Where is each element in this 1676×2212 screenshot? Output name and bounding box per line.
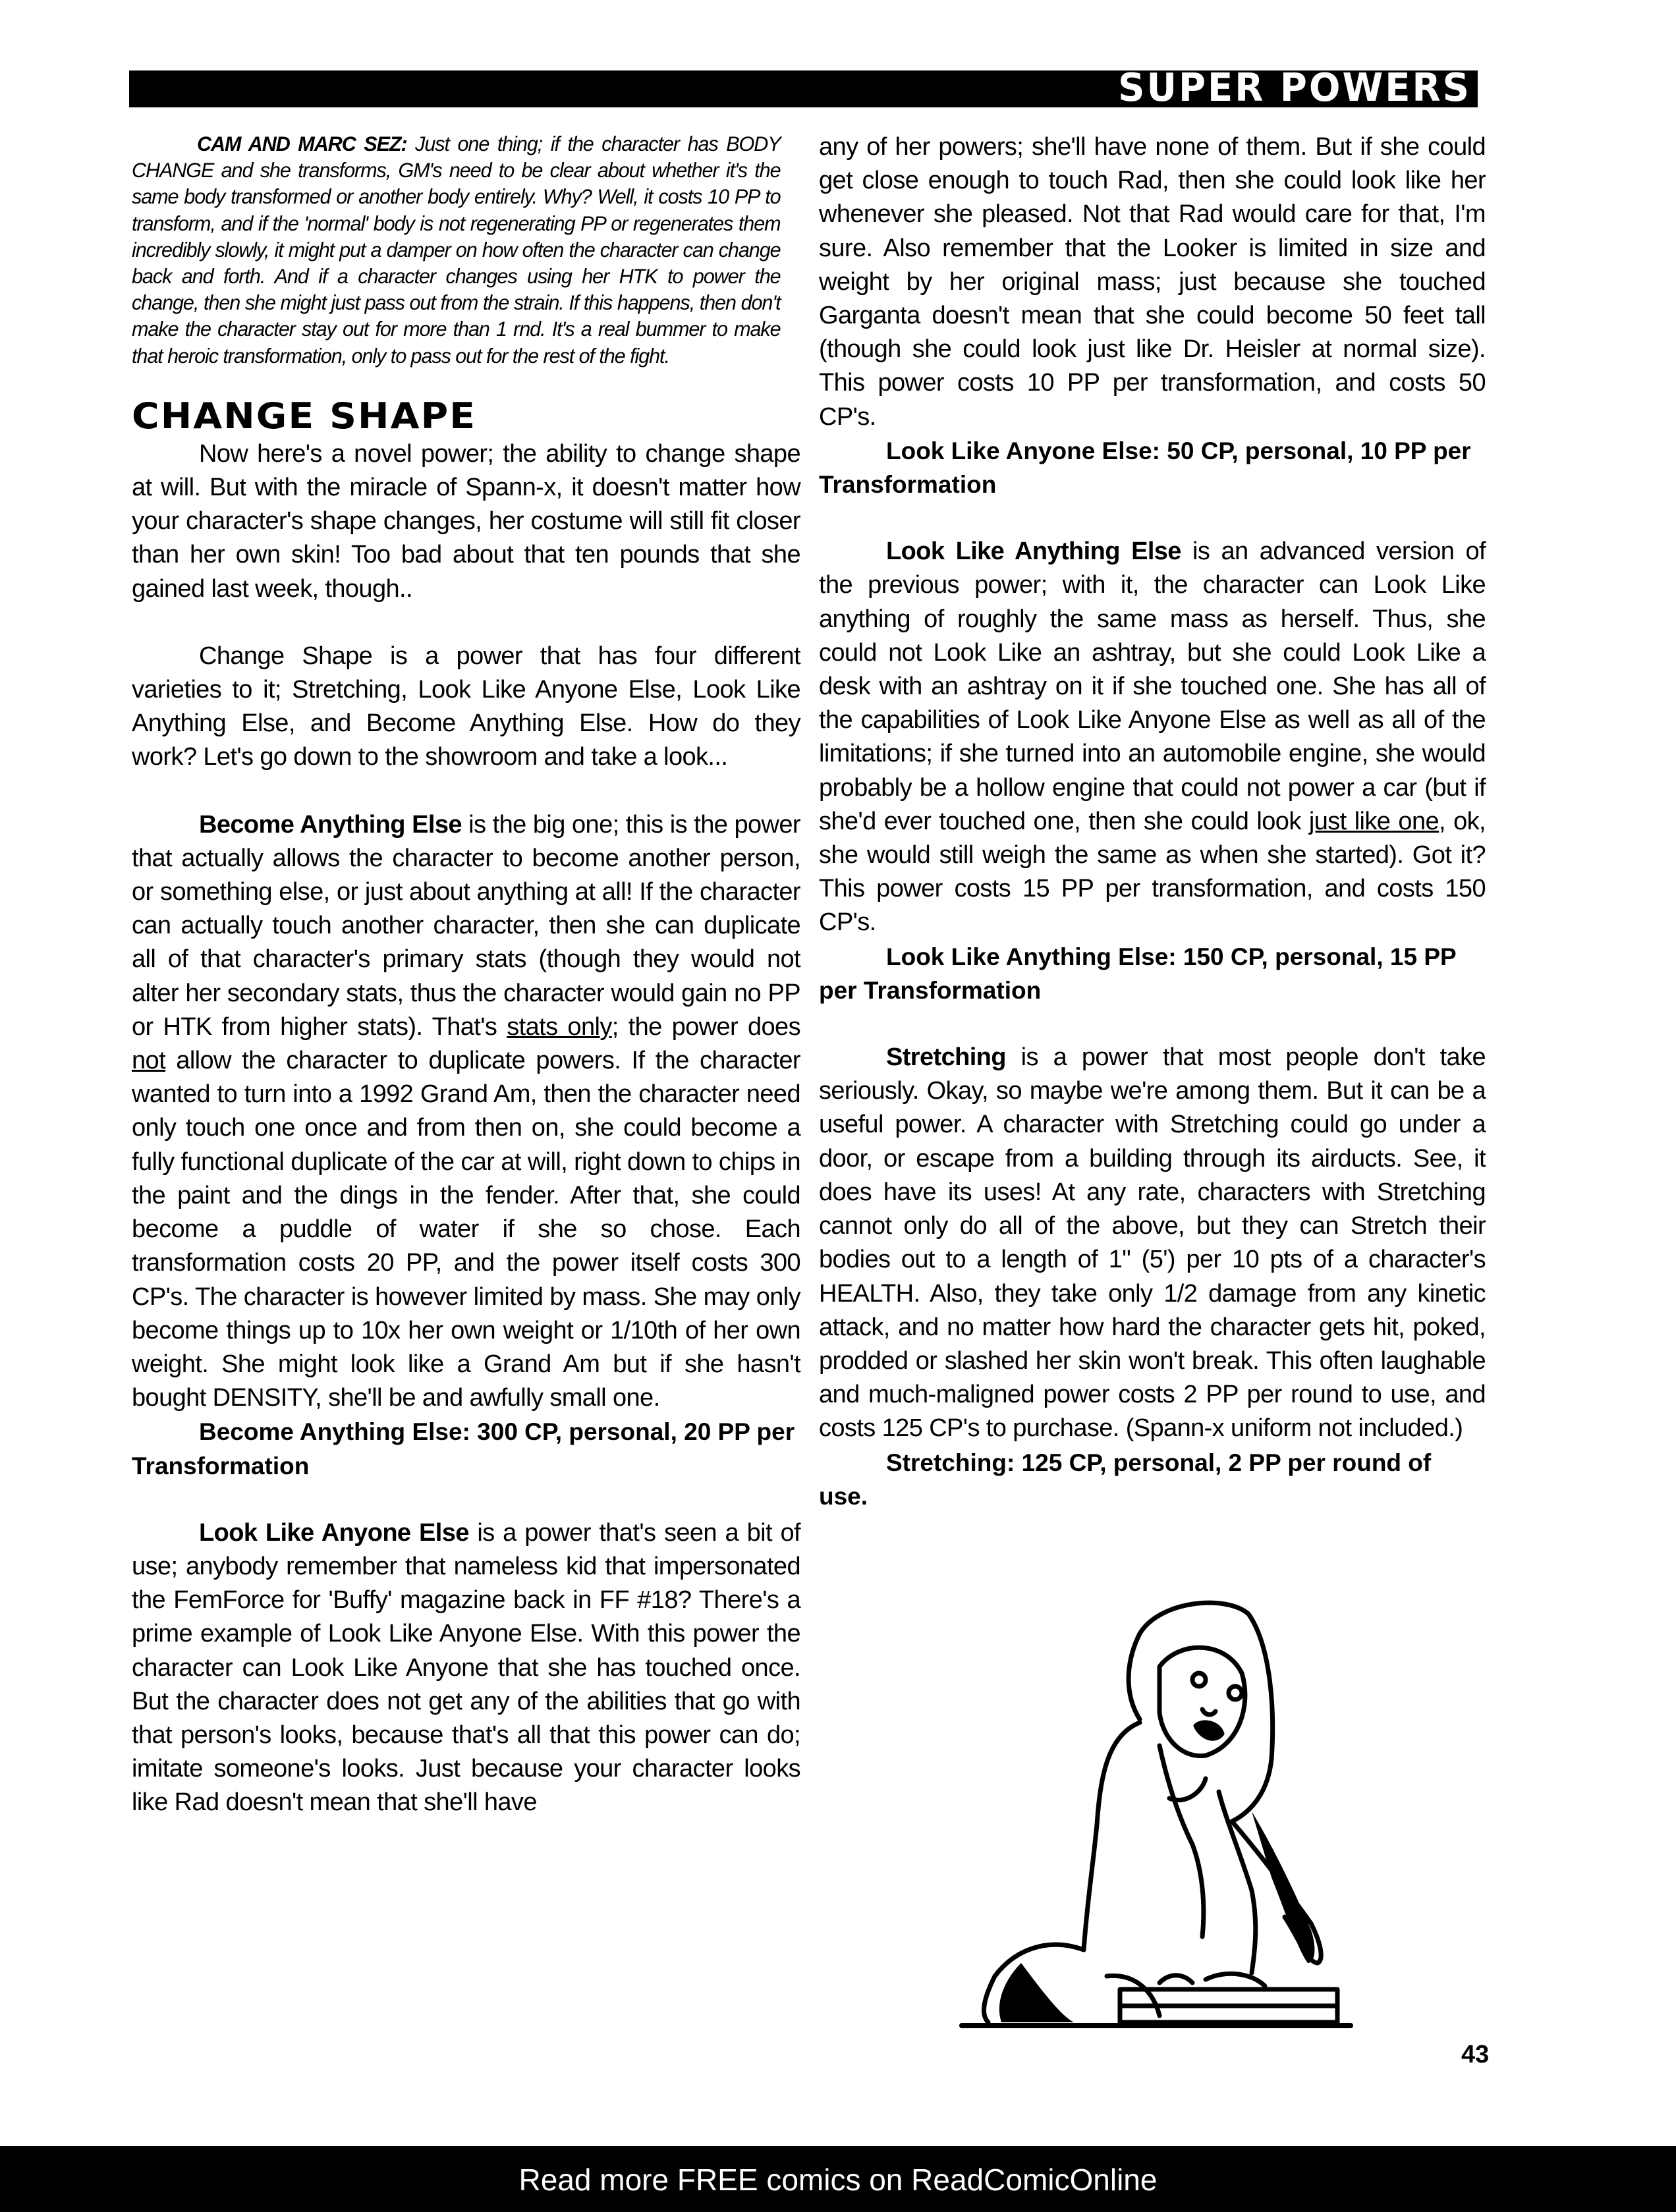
footer-banner-link[interactable]: Read more FREE comics on ReadComicOnline (518, 2163, 1158, 2197)
footer-banner[interactable] (0, 2146, 1676, 2212)
stretching-paragraph: Stretching is a power that most people don't take seriously. Okay, so maybe we're among them. But it can be a useful power. A character with Stretching could go under a door, or escape from a building through its airducts. See, it does have its uses! At any rate, characters with Stretching cannot only do all of the above, but they can Stretch their bodies out to a length of 1" (5') per 10 pts of a character's HEALTH. Also, they take only 1/2 damage from any kinetic attack, and no matter how hard the character gets hit, poked, prodded or slashed her skin won't break. This often laughable and much-maligned power costs 2 PP per round to use, and costs 125 CP's to purchase. (Spann-x uniform not included.) (819, 1043, 1486, 1443)
left-column (132, 130, 800, 1820)
power-stat-line: Become Anything Else: 300 CP, personal, 20 PP per Transformation (132, 1418, 795, 1479)
woman-at-desk-illustration (942, 1594, 1370, 2029)
section-heading: CHANGE SHAPE (132, 395, 477, 437)
page-number: 43 (1461, 2041, 1490, 2068)
power-term: Become Anything Else (199, 810, 462, 839)
become-anything-else-paragraph: Become Anything Else is the big one; this is the power that actually allows the character to become another person, or something else, or just about anything at all! If the character can actually touch another character, then she can duplicate all of that character's primary stats (though they would not alter her secondary stats, thus the character would gain no PP or HTK from higher stats). That's stats only; the power does not allow the character to duplicate powers. If the character wanted to turn into a 1992 Grand Am, then the character need only touch one once and from then on, she could become a fully functional duplicate of the car at will, right down to chips in the paint and the dings in the fender. After that, she could become a puddle of water if she so chose. Each transformation costs 20 PP, and the power itself costs 300 CP's. The character is however limited by mass. She may only become things up to 10x her own weight or 1/10th of her own weight. She might look like a Grand Am but if she hasn't bought DENSITY, she'll be and awfully small one. (132, 810, 800, 1412)
power-term: Look Like Anything Else (886, 538, 1181, 566)
power-stat-line: Stretching: 125 CP, personal, 2 PP per round of use. (819, 1449, 1432, 1510)
sidebar-note-text: Just one thing; if the character has BODY CHANGE and she transforms, GM's need to be clear about whether it's the same body transformed or another body entirely. Why? Well, it costs 10 PP to transform, and if the 'normal' body is not regenerating PP or regenerates them incredibly slowly, it might put a damper on how often the character can change back and forth. And if a character changes using her HTK to power the change, then she might just pass out from the strain. If this happens, then don't make the character stay out for more than 1 rnd. It's a real bummer to make that heroic transformation, only to pass out for the rest of the fight. (132, 132, 781, 368)
emphasis-underline: just like one (1308, 807, 1439, 835)
look-like-anyone-else-paragraph: Look Like Anyone Else is a power that's seen a bit of use; anybody remember that nameless kid that impersonated the FemForce for 'Buffy' magazine back in FF #18? There's a prime example of Look Like Anyone Else. With this power the character can Look Like Anyone that she has touched once. But the character does not get any of the abilities that go with that person's looks, because that's all that this power can do; imitate someone's looks. Just because your character looks like Rad doesn't mean that she'll have (132, 1518, 800, 1817)
section-header-bar (129, 65, 1478, 111)
intro-paragraph: Now here's a novel power; the ability to change shape at will. But with the miracle of Spann-x, it doesn't matter how your character's shape changes, her costume will still fit closer than her own skin! Too bad about that ten pounds that she gained last week, though.. (132, 439, 800, 603)
emphasis-underline: stats only (507, 1012, 612, 1041)
power-stat-line: Look Like Anyone Else: 50 CP, personal, 10 PP per Transformation (819, 437, 1471, 499)
sidebar-note-lead: CAM AND MARC SEZ: (196, 132, 407, 155)
look-like-anyone-else-continued: any of her powers; she'll have none of them. But if she could get close enough to touch Rad, then she could look like her whenever she pleased. Not that Rad would care for that, I'm sure. Also remember that the Looker is limited in size and weight by her original mass; just because she touched Garganta doesn't mean that she could become 50 feet tall (though she could look just like Dr. Heisler at normal size). This power costs 10 PP per transformation, and costs 50 CP's. (819, 133, 1486, 431)
power-term: Stretching (886, 1043, 1006, 1072)
emphasis-underline: not (132, 1047, 166, 1075)
right-column (819, 130, 1486, 1513)
look-like-anything-else-paragraph: Look Like Anything Else is an advanced version of the previous power; with it, the character can Look Like anything of roughly the same mass as herself. Thus, she could not Look Like an ashtray, but she could Look Like a desk with an ashtray on it if she touched one. She has all of the capabilities of Look Like Anyone Else as well as all of the limitations; if she turned into an automobile engine, she would probably be a hollow engine that could not power a car (but if she'd ever touched one, then she could look just like one, ok, she would still weigh the same as when she started). Got it? This power costs 15 PP per transformation, and costs 150 CP's. (819, 538, 1486, 937)
power-term: Look Like Anyone Else (199, 1518, 469, 1547)
power-stat-line: Look Like Anything Else: 150 CP, personal, 15 PP per Transformation (819, 943, 1457, 1004)
section-title: SUPER POWERS (1118, 65, 1471, 111)
overview-paragraph: Change Shape is a power that has four different varieties to it; Stretching, Look Like Anyone Else, Look Like Anything Else, and Become Anything Else. How do they work? Let's go down to the showroom and take a look... (132, 642, 800, 771)
designer-sidebar-note (132, 130, 781, 369)
illustration-art-icon (942, 1594, 1370, 2029)
